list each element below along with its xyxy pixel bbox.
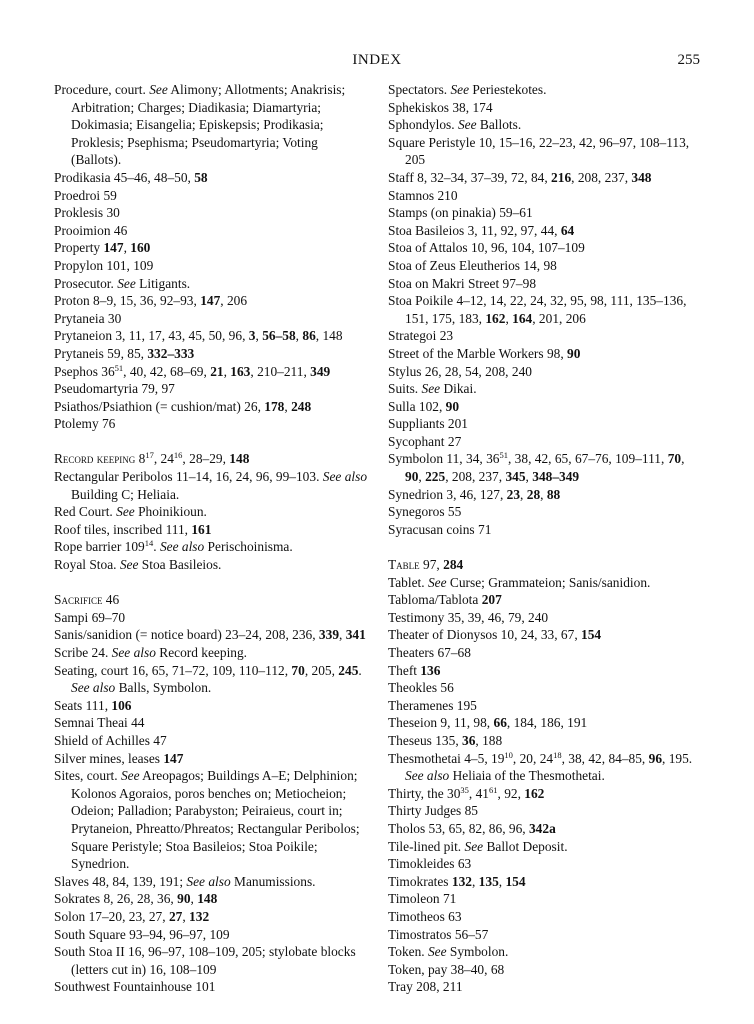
index-entry: Tray 208, 211	[388, 979, 463, 995]
index-entry: Theokles 56	[388, 680, 454, 696]
index-entry: Sphondylos. See Ballots.	[388, 117, 522, 133]
index-entry: Stoa of Zeus Eleutherios 14, 98	[388, 257, 557, 273]
index-entry: Psiathos/Psiathion (= cushion/mat) 26, 178, 248	[54, 398, 312, 414]
index-entry: Suits. See Dikai.	[388, 381, 477, 397]
index-entry: Property 147, 160	[54, 240, 151, 256]
index-entry: Proklesis 30	[54, 205, 120, 221]
index-entry: South Square 93–94, 96–97, 109	[54, 926, 230, 942]
index-entry: Token. See Symbolon.	[388, 944, 509, 960]
page-number: 255	[677, 52, 700, 68]
index-entry: Silver mines, leases 147	[54, 750, 184, 766]
index-entry: Sanis/sanidion (= notice board) 23–24, 208, 236, 339, 341	[54, 627, 366, 643]
index-entry: Solon 17–20, 23, 27, 27, 132	[54, 908, 210, 924]
index-entry: Stamnos 210	[388, 187, 458, 203]
index-entry: Seats 111, 106	[54, 697, 132, 713]
index-entry: Sphekiskos 38, 174	[388, 99, 493, 115]
index-entry: Prytaneion 3, 11, 17, 43, 45, 50, 96, 3, 56–58, 86, 148	[54, 328, 343, 344]
index-entry: Synegoros 55	[388, 504, 462, 520]
index-entry: Psephos $36^{51}$, 40, 42, 68–69, 21, 163, 210–211, 349	[54, 362, 331, 379]
index-entry: Synedrion 3, 46, 127, 23, 28, 88	[388, 486, 561, 502]
index-entry: Prytaneis 59, 85, 332–333	[54, 345, 195, 361]
index-entry: Shield of Achilles 47	[54, 732, 167, 748]
index-entry: Royal Stoa. See Stoa Basileios.	[54, 557, 222, 573]
index-entry: Staff 8, 32–34, 37–39, 72, 84, 216, 208, 237, 348	[388, 169, 652, 185]
index-entry: Theseion 9, 11, 98, 66, 184, 186, 191	[388, 715, 588, 731]
index-entry: Timotheos 63	[388, 908, 462, 924]
index-entry: Timokleides 63	[388, 856, 472, 872]
index-entry: Square Peristyle 10, 15–16, 22–23, 42, 96–97, 108–113, 205	[388, 134, 690, 168]
index-entry: Theater of Dionysos 10, 24, 33, 67, 154	[388, 627, 602, 643]
index-entry: Thesmothetai 4–5, $19^{10}$, 20, $24^{18}$, 38, 42, 84–85, 96, 195. See also Heliaia of the Thesmothetai.	[388, 749, 693, 784]
index-entry: Timostratos 56–57	[388, 926, 489, 942]
index-entry: Theseus 135, 36, 188	[388, 732, 503, 748]
index-entry: Prooimion 46	[54, 222, 128, 238]
index-entry: Scribe 24. See also Record keeping.	[54, 645, 248, 660]
index-entry: Sites, court. See Areopagos; Buildings A–E; Delphinion; Kolonos Agoraios, poros benches on; Metiocheion; Odeion; Palladion; Parabyston; Peiraieus, court in; Prytaneion, Phreatto/Phreatos; Rectangular Peribolos; Square Peristyle; Stoa Basileios; Stoa Poikile; Synedrion.	[54, 768, 360, 872]
index-entry: Slaves 48, 84, 139, 191; See also Manumissions.	[54, 873, 316, 889]
index-entry: Southwest Fountainhouse 101	[54, 979, 216, 995]
section-gap	[54, 574, 369, 592]
index-entry: Tholos 53, 65, 82, 86, 96, 342a	[388, 820, 556, 836]
index-entry: Stoa of Attalos 10, 96, 104, 107–109	[388, 240, 585, 256]
index-entry: Strategoi 23	[388, 328, 454, 344]
index-entry: Spectators. See Periestekotes.	[388, 82, 547, 97]
index-entry: Stylus 26, 28, 54, 208, 240	[388, 363, 532, 379]
index-entry: Stamps (on pinakia) 59–61	[388, 205, 533, 221]
index-entry: Stoa Poikile 4–12, 14, 22, 24, 32, 95, 98, 111, 135–136, 151, 175, 183, 162, 164, 201, 206	[388, 293, 687, 326]
index-entry: Sokrates 8, 26, 28, 36, 90, 148	[54, 891, 218, 907]
index-entry: Sacrifice 46	[54, 592, 120, 608]
index-entry: Symbolon 11, 34, $36^{51}$, 38, 42, 65, 67–76, 109–111, 70, 90, 225, 208, 237, 345, 348–349	[388, 450, 685, 485]
index-entry: Testimony 35, 39, 46, 79, 240	[388, 609, 549, 625]
index-column-left	[54, 81, 369, 996]
index-entry: Thirty Judges 85	[388, 803, 479, 819]
index-entry: Semnai Theai 44	[54, 715, 145, 731]
index-entry: Tabloma/Tablota 207	[388, 592, 502, 608]
index-entry: Street of the Marble Workers 98, 90	[388, 345, 581, 361]
index-entry: Stoa on Makri Street 97–98	[388, 275, 537, 291]
index-entry: Suppliants 201	[388, 416, 468, 432]
index-entry: South Stoa II 16, 96–97, 108–109, 205; stylobate blocks (letters cut in) 16, 108–109	[54, 944, 356, 977]
index-entry: Proton 8–9, 15, 36, 92–93, 147, 206	[54, 293, 248, 309]
index-entry: Propylon 101, 109	[54, 257, 154, 273]
index-entry: Tile-lined pit. See Ballot Deposit.	[388, 838, 568, 854]
index-entry: Pseudomartyria 79, 97	[54, 381, 175, 397]
index-entry: Stoa Basileios 3, 11, 92, 97, 44, 64	[388, 222, 575, 238]
index-entry: Prosecutor. See Litigants.	[54, 275, 191, 291]
index-entry: Theft 136	[388, 662, 441, 678]
index-entry: Red Court. See Phoinikioun.	[54, 504, 207, 520]
index-entry: Timoleon 71	[388, 891, 457, 907]
index-entry: Timokrates 132, 135, 154	[388, 873, 526, 889]
index-entry: Roof tiles, inscribed 111, 161	[54, 521, 212, 537]
section-gap	[388, 538, 700, 556]
index-entry: Prodikasia 45–46, 48–50, 58	[54, 169, 208, 185]
index-entry: Rectangular Peribolos 11–14, 16, 24, 96, 99–103. See also Building C; Heliaia.	[54, 469, 368, 502]
index-entry: Theaters 67–68	[388, 645, 471, 660]
index-entry: Sycophant 27	[388, 433, 462, 449]
index-entry: Seating, court 16, 65, 71–72, 109, 110–112, 70, 205, 245. See also Balls, Symbolon.	[54, 662, 362, 696]
running-head-title: INDEX	[352, 52, 402, 68]
index-entry: Token, pay 38–40, 68	[388, 961, 505, 977]
index-entry: Tablet. See Curse; Grammateion; Sanis/sanidion.	[388, 574, 651, 590]
index-entry: Table 97, 284	[388, 557, 464, 573]
index-entry: Rope barrier $109^{14}$. See also Perischoinisma.	[54, 538, 293, 555]
index-entry: Proedroi 59	[54, 187, 117, 203]
index-entry: Prytaneia 30	[54, 310, 122, 326]
index-entry: Theramenes 195	[388, 697, 477, 713]
index-entry: Sampi 69–70	[54, 609, 126, 625]
section-gap	[54, 433, 369, 451]
index-column-right	[388, 81, 700, 996]
index-entry: Procedure, court. See Alimony; Allotments; Anakrisis; Arbitration; Charges; Diadikasia; Diamartyria; Dokimasia; Eisangelia; Episkepsis; Prodikasia; Proklesis; Psephisma; Pseudomartyria; Voting (Ballots).	[54, 82, 346, 168]
index-entry: Thirty, the $30^{35}$, $41^{61}$, 92, 162	[388, 784, 545, 801]
index-entry: Syracusan coins 71	[388, 521, 492, 537]
index-entry: Sulla 102, 90	[388, 398, 460, 414]
index-entry: Ptolemy 76	[54, 416, 116, 432]
index-entry: Record keeping $8^{17}$, $24^{16}$, 28–29, 148	[54, 450, 250, 467]
running-head	[0, 52, 754, 72]
